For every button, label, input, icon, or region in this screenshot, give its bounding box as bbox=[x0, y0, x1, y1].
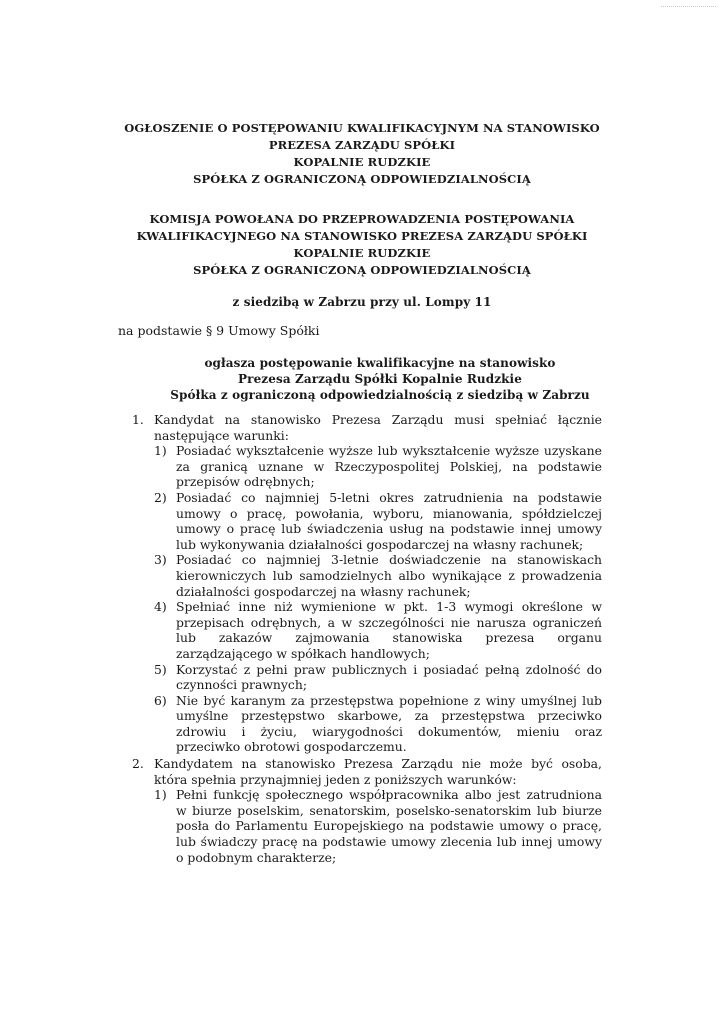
sub-item bbox=[154, 599, 602, 661]
title-line: KOPALNIE RUDZKIE bbox=[293, 155, 431, 169]
commission-line: KOPALNIE RUDZKIE bbox=[293, 246, 431, 260]
statement-line: Spółka z ograniczoną odpowiedzialnością z siedzibą w Zabrzu bbox=[170, 388, 590, 402]
title-line: OGŁOSZENIE O POSTĘPOWANIU KWALIFIKACYJNYM NA STANOWISKO bbox=[124, 121, 600, 135]
scan-artifact bbox=[661, 6, 716, 9]
sub-item bbox=[154, 443, 602, 490]
sub-item-text: Spełniać inne niż wymienione w pkt. 1-3 wymogi określone w przepisach odrębnych, a w szczególności nie narusza ograniczeń lub zakazów zajmowania stanowiska prezesa organu zarządzającego w spółkach handlowych; bbox=[176, 599, 602, 661]
sub-item-number: 2) bbox=[154, 489, 167, 505]
sub-item-number: 3) bbox=[154, 552, 167, 568]
item-text: Kandydat na stanowisko Prezesa Zarządu musi spełniać łącznie następujące warunki: bbox=[154, 412, 602, 443]
item-number: 2. bbox=[132, 756, 144, 772]
item-text: Kandydatem na stanowisko Prezesa Zarządu nie może być osoba, która spełnia przynajmniej jeden z poniższych warunków: bbox=[154, 756, 602, 787]
sub-item-number: 1) bbox=[154, 787, 167, 803]
sub-item bbox=[154, 490, 602, 552]
item-number: 1. bbox=[132, 412, 144, 427]
list-item bbox=[132, 412, 602, 755]
title-line: SPÓŁKA Z OGRANICZONĄ ODPOWIEDZIALNOŚCIĄ bbox=[193, 172, 531, 186]
requirements-list bbox=[132, 412, 602, 865]
sub-item bbox=[154, 693, 602, 755]
commission-heading bbox=[60, 211, 664, 279]
sub-item bbox=[154, 552, 602, 599]
sub-item-text: Nie być karanym za przestępstwa popełnione z winy umyślnej lub umyślne przestępstwo skarbowe, za przestępstwa przeciwko zdrowiu i życiu, wiarygodności dokumentów, mieniu oraz przeciwko obrotowi gospodarczemu. bbox=[176, 692, 602, 755]
sub-item-number: 1) bbox=[154, 443, 167, 459]
title-line: PREZESA ZARZĄDU SPÓŁKI bbox=[268, 138, 456, 152]
commission-line: KOMISJA POWOŁANA DO PRZEPROWADZENIA POSTĘPOWANIA bbox=[149, 212, 575, 226]
sub-item-text: Pełni funkcję społecznego współpracownika albo jest zatrudniona w biurze poselskim, senatorskim, poselsko-senatorskim lub biurze posła do Parlamentu Europejskiego na podstawie umowy o pracę, lub świadczy pracę na podstawie umowy zlecenia lub innej umowy o podobnym charakterze; bbox=[176, 787, 602, 865]
seat-address: z siedzibą w Zabrzu przy ul. Lompy 11 bbox=[232, 295, 492, 309]
sub-item-number: 6) bbox=[154, 692, 167, 708]
commission-line: SPÓŁKA Z OGRANICZONĄ ODPOWIEDZIALNOŚCIĄ bbox=[193, 263, 531, 277]
sub-item-number: 4) bbox=[154, 599, 167, 615]
legal-basis: na podstawie § 9 Umowy Spółki bbox=[118, 323, 320, 338]
announcement-title bbox=[60, 120, 664, 188]
sub-item-text: Posiadać co najmniej 5-letni okres zatrudnienia na podstawie umowy o pracę, powołania, wyboru, mianowania, spółdzielczej umowy o pracę lub świadczenia usług na podstawie innej umowy lub wykonywania działalności gospodarczej na własny rachunek; bbox=[176, 489, 602, 552]
sub-item-text: Posiadać wykształcenie wyższe lub wykształcenie wyższe uzyskane za granicą uznane w Rzeczypospolitej Polskiej, na podstawie przepisów odrębnych; bbox=[176, 443, 602, 490]
sub-item-text: Posiadać co najmniej 3-letnie doświadczenie na stanowiskach kierowniczych lub samodzielnych albo wynikające z prowadzenia działalności gospodarczej na własny rachunek; bbox=[176, 552, 602, 599]
statement-line: Prezesa Zarządu Spółki Kopalnie Rudzkie bbox=[238, 372, 522, 386]
commission-line: KWALIFIKACYJNEGO NA STANOWISKO PREZESA ZARZĄDU SPÓŁKI bbox=[136, 229, 588, 243]
announcement-statement bbox=[130, 355, 630, 403]
list-item bbox=[132, 756, 602, 865]
sub-item bbox=[154, 787, 602, 865]
sub-item bbox=[154, 662, 602, 693]
statement-line: ogłasza postępowanie kwalifikacyjne na stanowisko bbox=[204, 356, 556, 370]
sub-item-text: Korzystać z pełni praw publicznych i posiadać pełną zdolność do czynności prawnych; bbox=[176, 661, 602, 693]
sub-item-number: 5) bbox=[154, 661, 167, 677]
